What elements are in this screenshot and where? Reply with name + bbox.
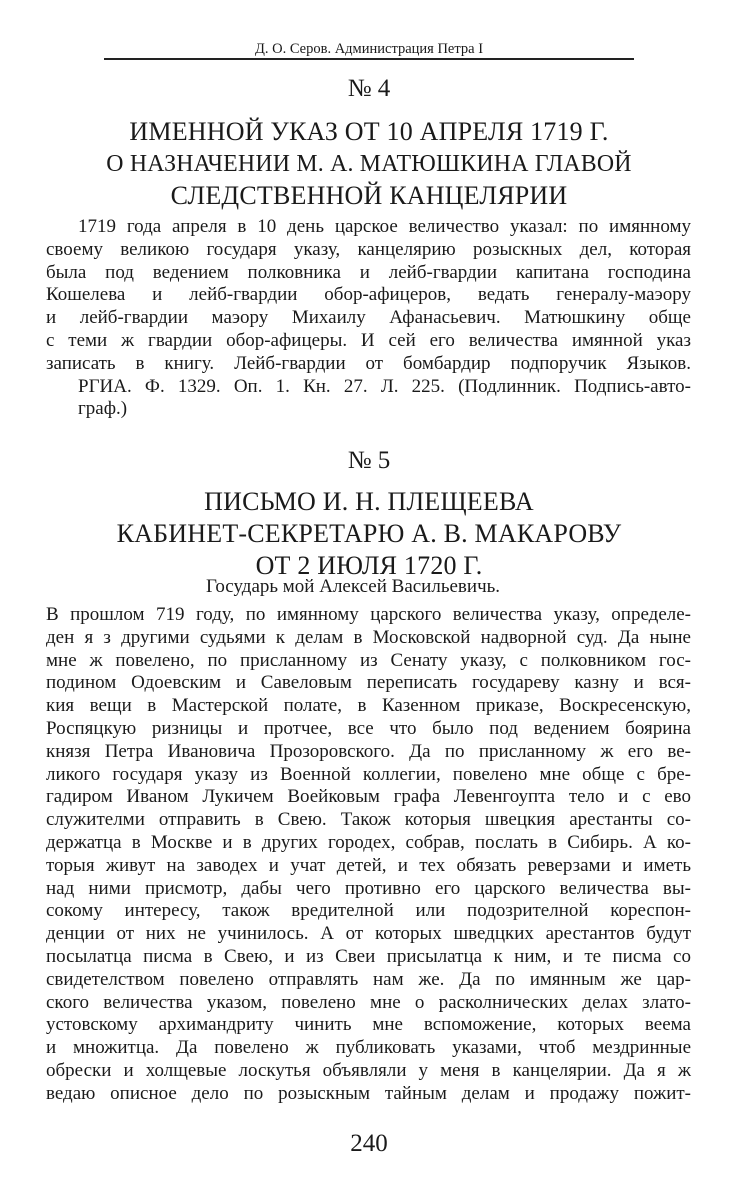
body-line: ликого государя указу из Военной коллегии, повелено мне обще с бре- [46, 763, 691, 785]
archival-source-line: граф.) [78, 398, 128, 420]
doc4-title-line: ИМЕННОЙ УКАЗ ОТ 10 АПРЕЛЯ 1719 Г. [129, 117, 609, 146]
doc5-salutation: Государь мой Алексей Васильевичь. [206, 576, 501, 597]
body-line: и множитца. Да повелено ж публиковать указами, чтоб мездринные [46, 1037, 691, 1059]
body-line: сокому интересу, також вредителной или подозрителной кореспон- [46, 900, 691, 922]
body-line: Роспяцкую ризницы и протчее, все что было под ведением боярина [46, 717, 691, 739]
archival-source-line: РГИА. Ф. 1329. Оп. 1. Кн. 27. Л. 225. (Подлинник. Подпись-авто- [78, 375, 691, 397]
doc5-number: № 5 [347, 447, 391, 474]
doc5-title-line: КАБИНЕТ-СЕКРЕТАРЮ А. В. МАКАРОВУ [116, 519, 622, 548]
doc5-title-line: ПИСЬМО И. Н. ПЛЕЩЕЕВА [204, 487, 534, 516]
running-head: Д. О. Серов. Администрация Петра I [254, 41, 484, 57]
body-line: обрески и холщевые лоскутья объявляли у меня в канцелярии. Да я ж [46, 1059, 691, 1081]
body-line: служителми отправить в Свею. Також которыя швецкия арестанты со- [46, 809, 691, 831]
body-line: над ними присмотр, дабы чего противно его царского величества вы- [46, 877, 691, 899]
body-line: 1719 года апреля в 10 день царское величество указал: по имянному [78, 216, 691, 237]
body-line: устовскому архимандриту чинить мне вспоможение, которых веема [46, 1014, 691, 1036]
doc5-body [46, 604, 691, 1106]
body-line: свидетелством повелено отправлять нам же. Да по имянным же цар- [46, 968, 691, 990]
body-line: записать в книгу. Лейб-гвардии от бомбардир подпоручик Языков. [46, 352, 691, 374]
doc4-number: № 4 [347, 75, 391, 102]
body-line: Кошелева и лейб-гвардии обор-афицеров, ведать генералу-маэору [46, 284, 691, 306]
running-head-rule [104, 58, 634, 60]
body-line: торыя живут на заводех и учат детей, и тех обязать реверзами и иметь [46, 854, 691, 876]
body-line: и лейб-гвардии маэору Михаилу Афанасьевич. Матюшкину обще [46, 307, 691, 329]
body-line: посылатца писма в Свею, и из Свеи присылатца к ним, и те писма со [46, 945, 691, 967]
doc5-title [104, 486, 634, 582]
doc4-title-line: СЛЕДСТВЕННОЙ КАНЦЕЛЯРИИ [170, 181, 568, 210]
doc5-title-line: ОТ 2 ИЮЛЯ 1720 Г. [255, 551, 483, 580]
body-line: ского величества указом, повелено мне о расколнических делах злато- [46, 991, 691, 1013]
body-line: кия вещи в Мастерской полате, в Казенном приказе, Воскресенскую, [46, 695, 691, 717]
body-line: В прошлом 719 году, по имянному царского величества указу, определе- [46, 604, 691, 625]
body-line: ведаю описное дело по розыскным тайным делам и продажу пожит- [46, 1082, 691, 1104]
body-line: князя Петра Ивановича Прозоровского. Да по присланному ж его ве- [46, 740, 691, 762]
body-line: с теми ж гвардии обор-афицеры. И сей его величества имянной указ [46, 329, 691, 351]
body-line: денции от них не учинилось. А от которых шведцких арестантов будут [46, 923, 691, 945]
body-line: подином Одоевским и Савеловым переписать государеву казну и вся- [46, 672, 691, 694]
page-number: 240 [350, 1130, 388, 1157]
body-line: мне ж повелено, по присланному из Сенату указу, с полковником гос- [46, 649, 691, 671]
doc4-body [46, 216, 691, 421]
body-line: своему великою государя указу, канцелярию розыскных дел, которая [46, 238, 691, 260]
body-line: была под ведением полковника и лейб-гвардии капитана господина [46, 261, 691, 283]
body-line: ден я з другими судьями к делам в Московской надворной суд. Да ныне [46, 626, 691, 648]
doc4-title [104, 116, 634, 212]
doc4-title-line: О НАЗНАЧЕНИИ М. А. МАТЮШКИНА ГЛАВОЙ [106, 151, 632, 177]
body-line: гадиром Иваном Лукичем Воейковым графа Левенгоупта тело и с ево [46, 786, 691, 808]
body-line: держатца в Москве и в других городех, собрав, послать в Сибирь. А ко- [46, 831, 691, 853]
